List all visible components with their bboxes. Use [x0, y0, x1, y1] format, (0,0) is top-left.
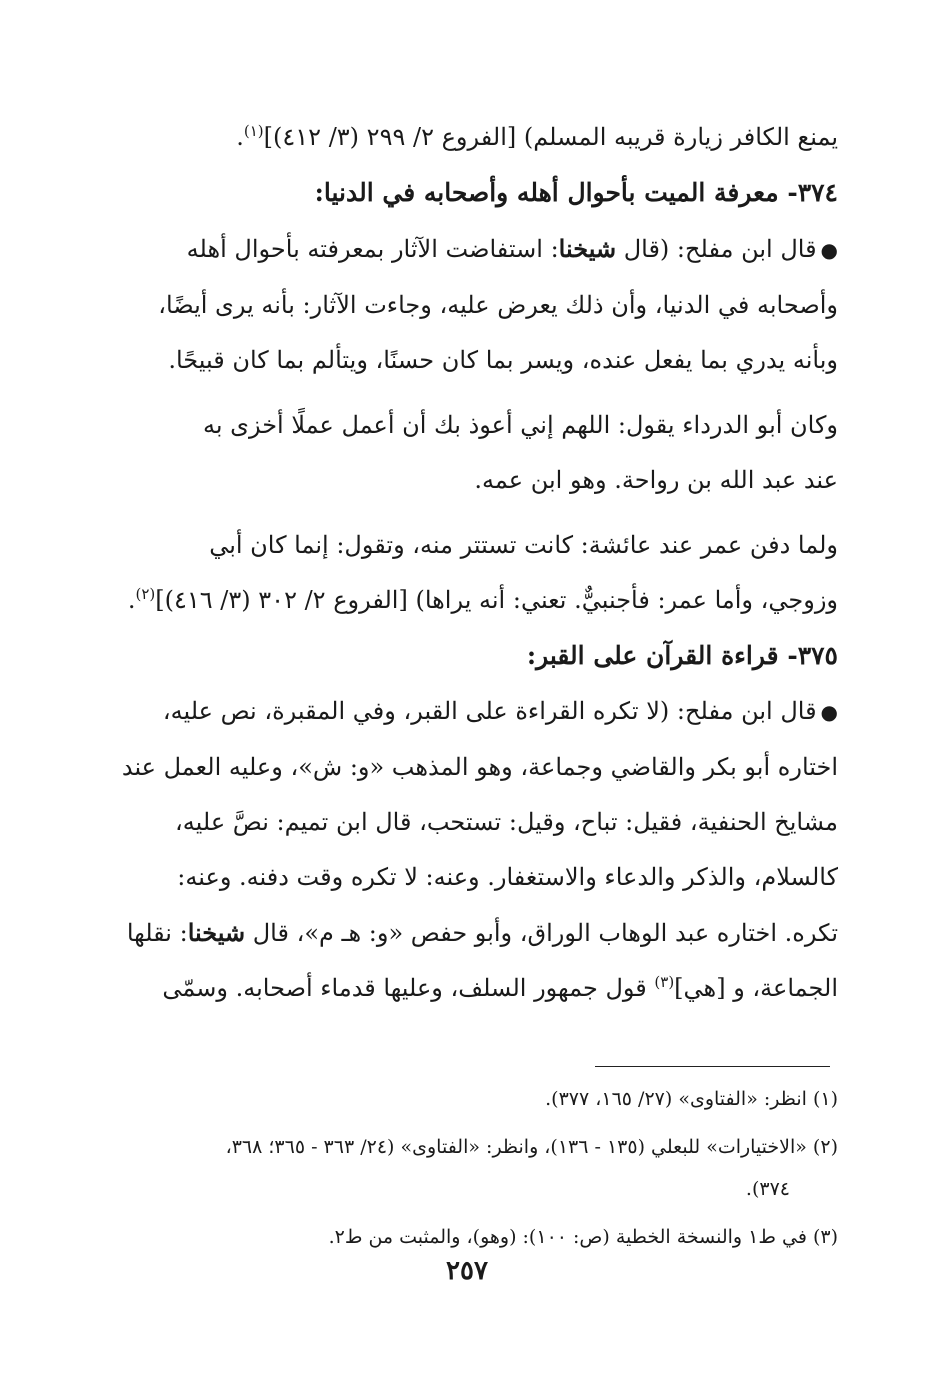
page-number: ٢٥٧ — [446, 1256, 488, 1286]
section-heading-374: ٣٧٤- معرفة الميت بأحوال أهله وأصحابه في الدنيا: — [314, 178, 838, 207]
text-line: الجماعة، و [هي]$^{(٣)}$ قول جمهور السلف، وعليها قدماء أصحابه. وسمّى — [162, 973, 838, 1002]
text-line: وأصحابه في الدنيا، وأن ذلك يعرض عليه، وجاءت الآثار: بأنه يرى أيضًا، — [158, 291, 838, 319]
paragraph — [98, 518, 838, 628]
footnotes — [98, 1078, 838, 1258]
footnote-ref[interactable]: (٣) — [654, 973, 675, 991]
section-heading-375: ٣٧٥- قراءة القرآن على القبر: — [526, 641, 838, 670]
footnote-2-continuation: ٣٧٤). — [745, 1178, 790, 1200]
text-line: اختاره أبو بكر والقاضي وجماعة، وهو المذهب «و: ش»، وعليه العمل عند — [121, 753, 838, 781]
text-line: وبأنه يدري بما يفعل عنده، ويسر بما كان حسنًا، ويتألم بما كان قبيحًا. — [168, 346, 838, 374]
footnote-1: (١) انظر: «الفتاوى» (٢٧/ ١٦٥، ٣٧٧). — [545, 1088, 838, 1110]
footnote-2: (٢) «الاختيارات» للبعلي (١٣٥ - ١٣٦)، وانظر: «الفتاوى» (٢٤/ ٣٦٣ - ٣٦٥؛ ٣٦٨، — [225, 1136, 838, 1158]
paragraph — [98, 221, 838, 388]
bullet-icon: ● — [820, 700, 838, 724]
text-line: تكره. اختاره عبد الوهاب الوراق، وأبو حفص «و: هـ م»، قال شيخنا: نقلها — [126, 918, 838, 947]
text-line: وزوجي، وأما عمر: فأجنبيٌّ. تعني: أنه يراها) [الفروع ٢/ ٣٠٢ (٣/ ٤١٦)]$^{(٢)}$. — [127, 585, 838, 614]
paragraph — [98, 684, 838, 1016]
text-line: وكان أبو الدرداء يقول: اللهم إني أعوذ بك أن أعمل عملًا أخزى به — [202, 411, 838, 439]
text-line: كالسلام، والذكر والدعاء والاستغفار. وعنه: لا تكره وقت دفنه. وعنه: — [177, 863, 838, 891]
text-line: يمنع الكافر زيارة قريبه المسلم) [الفروع ٢/ ٢٩٩ (٣/ ٤١٢)]$^{(١)}$. — [236, 122, 838, 151]
main-text — [98, 110, 838, 1016]
text-line: ●قال ابن مفلح: (لا تكره القراءة على القبر، وفي المقبرة، نص عليه، — [162, 697, 838, 725]
text-line: ●قال ابن مفلح: (قال شيخنا: استفاضت الآثار بمعرفته بأحوال أهله — [186, 234, 838, 263]
bullet-icon: ● — [820, 238, 838, 262]
text-line: ولما دفن عمر عند عائشة: كانت تستتر منه، وتقول: إنما كان أبي — [209, 531, 838, 559]
footnote-3: (٣) في ط١ والنسخة الخطية (ص: ١٠٠): (وهو)، والمثبت من ط٢. — [328, 1226, 838, 1248]
text-line: مشايخ الحنفية، فقيل: تباح، وقيل: تستحب، قال ابن تميم: نصَّ عليه، — [175, 808, 838, 836]
footnote-divider — [595, 1066, 830, 1067]
footnote-ref[interactable]: (١) — [243, 122, 264, 140]
paragraph — [98, 398, 838, 508]
text-line: عند عبد الله بن رواحة. وهو ابن عمه. — [474, 466, 838, 494]
footnote-ref[interactable]: (٢) — [135, 585, 156, 603]
